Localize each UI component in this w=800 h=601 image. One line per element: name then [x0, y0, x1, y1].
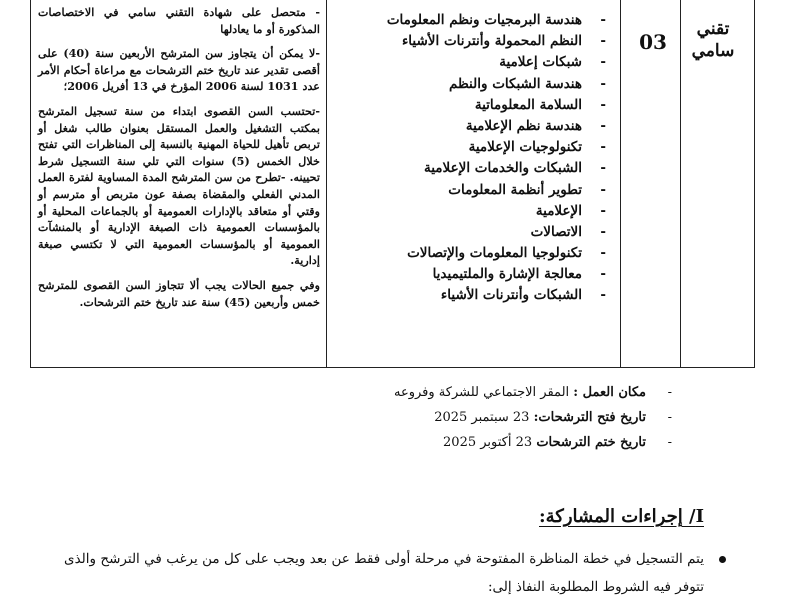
positions-count: 03	[639, 30, 667, 54]
list-item: - شبكات إعلامية	[330, 52, 610, 73]
open-date-value: 23 سبتمبر 2025	[434, 410, 530, 425]
specialties-list	[330, 10, 610, 307]
table-border-left	[30, 0, 31, 368]
condition-age-calculation: -تحتسب السن القصوى ابتداء من سنة تسجيل المترشح بمكتب التشغيل والعمل المستقل بعنوان طالب شغل أو تربص تأهيل للحياة المهنية بالنسبة إلى المناظرات التي تفتح خلال الخمس (5) سنوات التي تلي سنة التسجيل شرط تحيينه. -تطرح من سن المترشح المدة المساوية لفترة العمل المدني الفعلي والمقضاة بصفة عون متربص أو مترسم أو وقتي أو متعاقد بالإدارات العمومية أو بالجماعات المحلية أو بالمؤسسات العمومية ذات الصبغة الإدارية أو بالمنشآت العمومية أو بالمؤسسات العمومية التي لا تكتسي صبغة إدارية.	[38, 103, 320, 268]
table-divider-code	[620, 0, 621, 368]
table-border-bottom	[30, 367, 755, 368]
close-date-label: تاريخ ختم الترشحات	[536, 435, 646, 450]
workplace-label: مكان العمل :	[573, 385, 646, 400]
list-item: - الشبكات وأنترنات الأشياء	[330, 285, 610, 306]
list-item: - تكنولوجيات الإعلامية	[330, 137, 610, 158]
table-divider-title	[680, 0, 681, 368]
list-item: - هندسة البرمجيات ونظم المعلومات	[330, 10, 610, 31]
list-item: - الاتصالات	[330, 222, 610, 243]
open-date-label: تاريخ فتح الترشحات:	[533, 410, 646, 425]
workplace-value: المقر الاجتماعي للشركة وفروعه	[393, 385, 570, 400]
list-item: - السلامة المعلوماتية	[330, 95, 610, 116]
list-item: - هندسة الشبكات والنظم	[330, 74, 610, 95]
procedure-text: يتم التسجيل في خطة المناظرة المفتوحة في مرحلة أولى فقط عن بعد ويجب على كل من يرغب في الترشح والذى تتوفر فيه الشروط المطلوبة النفاذ إلى:	[64, 551, 704, 595]
table-divider-conditions	[326, 0, 327, 368]
list-item: - هندسة نظم الإعلامية	[330, 116, 610, 137]
section-heading: I/ إجراءات المشاركة:	[539, 506, 704, 527]
condition-absolute-max-age: وفي جميع الحالات يجب ألا تتجاوز السن القصوى للمترشح خمس وأربعين (45) سنة عند تاريخ ختم الترشحات.	[38, 277, 320, 309]
close-date-value: 23 أكتوبر 2025	[443, 435, 533, 450]
condition-diploma: - متحصل على شهادة التقني سامي في الاختصاصات المذكورة أو ما يعادلها	[38, 5, 320, 36]
bullet-icon	[719, 556, 726, 563]
specialties-table	[30, 0, 755, 368]
table-border-right	[754, 0, 755, 368]
procedure-paragraph	[64, 545, 704, 601]
condition-max-age: -لا يمكن أن يتجاوز سن المترشح الأربعين سنة (40) على أقصى تقدير عند تاريخ ختم الترشحات مع مراعاة أحكام الأمر عدد 1031 لسنة 2006 المؤرخ في 13 أفريل 2006؛	[38, 46, 320, 94]
workplace-item	[218, 380, 678, 405]
list-item: - الشبكات والخدمات الإعلامية	[330, 158, 610, 179]
conditions-cell	[38, 4, 320, 318]
open-date-item	[218, 405, 678, 430]
list-item: - تطوير أنظمة المعلومات	[330, 180, 610, 201]
grade-title-cell	[683, 18, 743, 62]
list-item: - الإعلامية	[330, 201, 610, 222]
grade-title-line2: سامي	[691, 41, 735, 61]
competition-info-list	[218, 380, 678, 455]
close-date-item	[218, 430, 678, 455]
list-item: - معالجة الإشارة والملتيميديا	[330, 264, 610, 285]
list-item: - تكنولوجيا المعلومات والإتصالات	[330, 243, 610, 264]
list-item: - النظم المحمولة وأنترنات الأشياء	[330, 31, 610, 52]
grade-title-line1: تقني	[696, 19, 730, 39]
